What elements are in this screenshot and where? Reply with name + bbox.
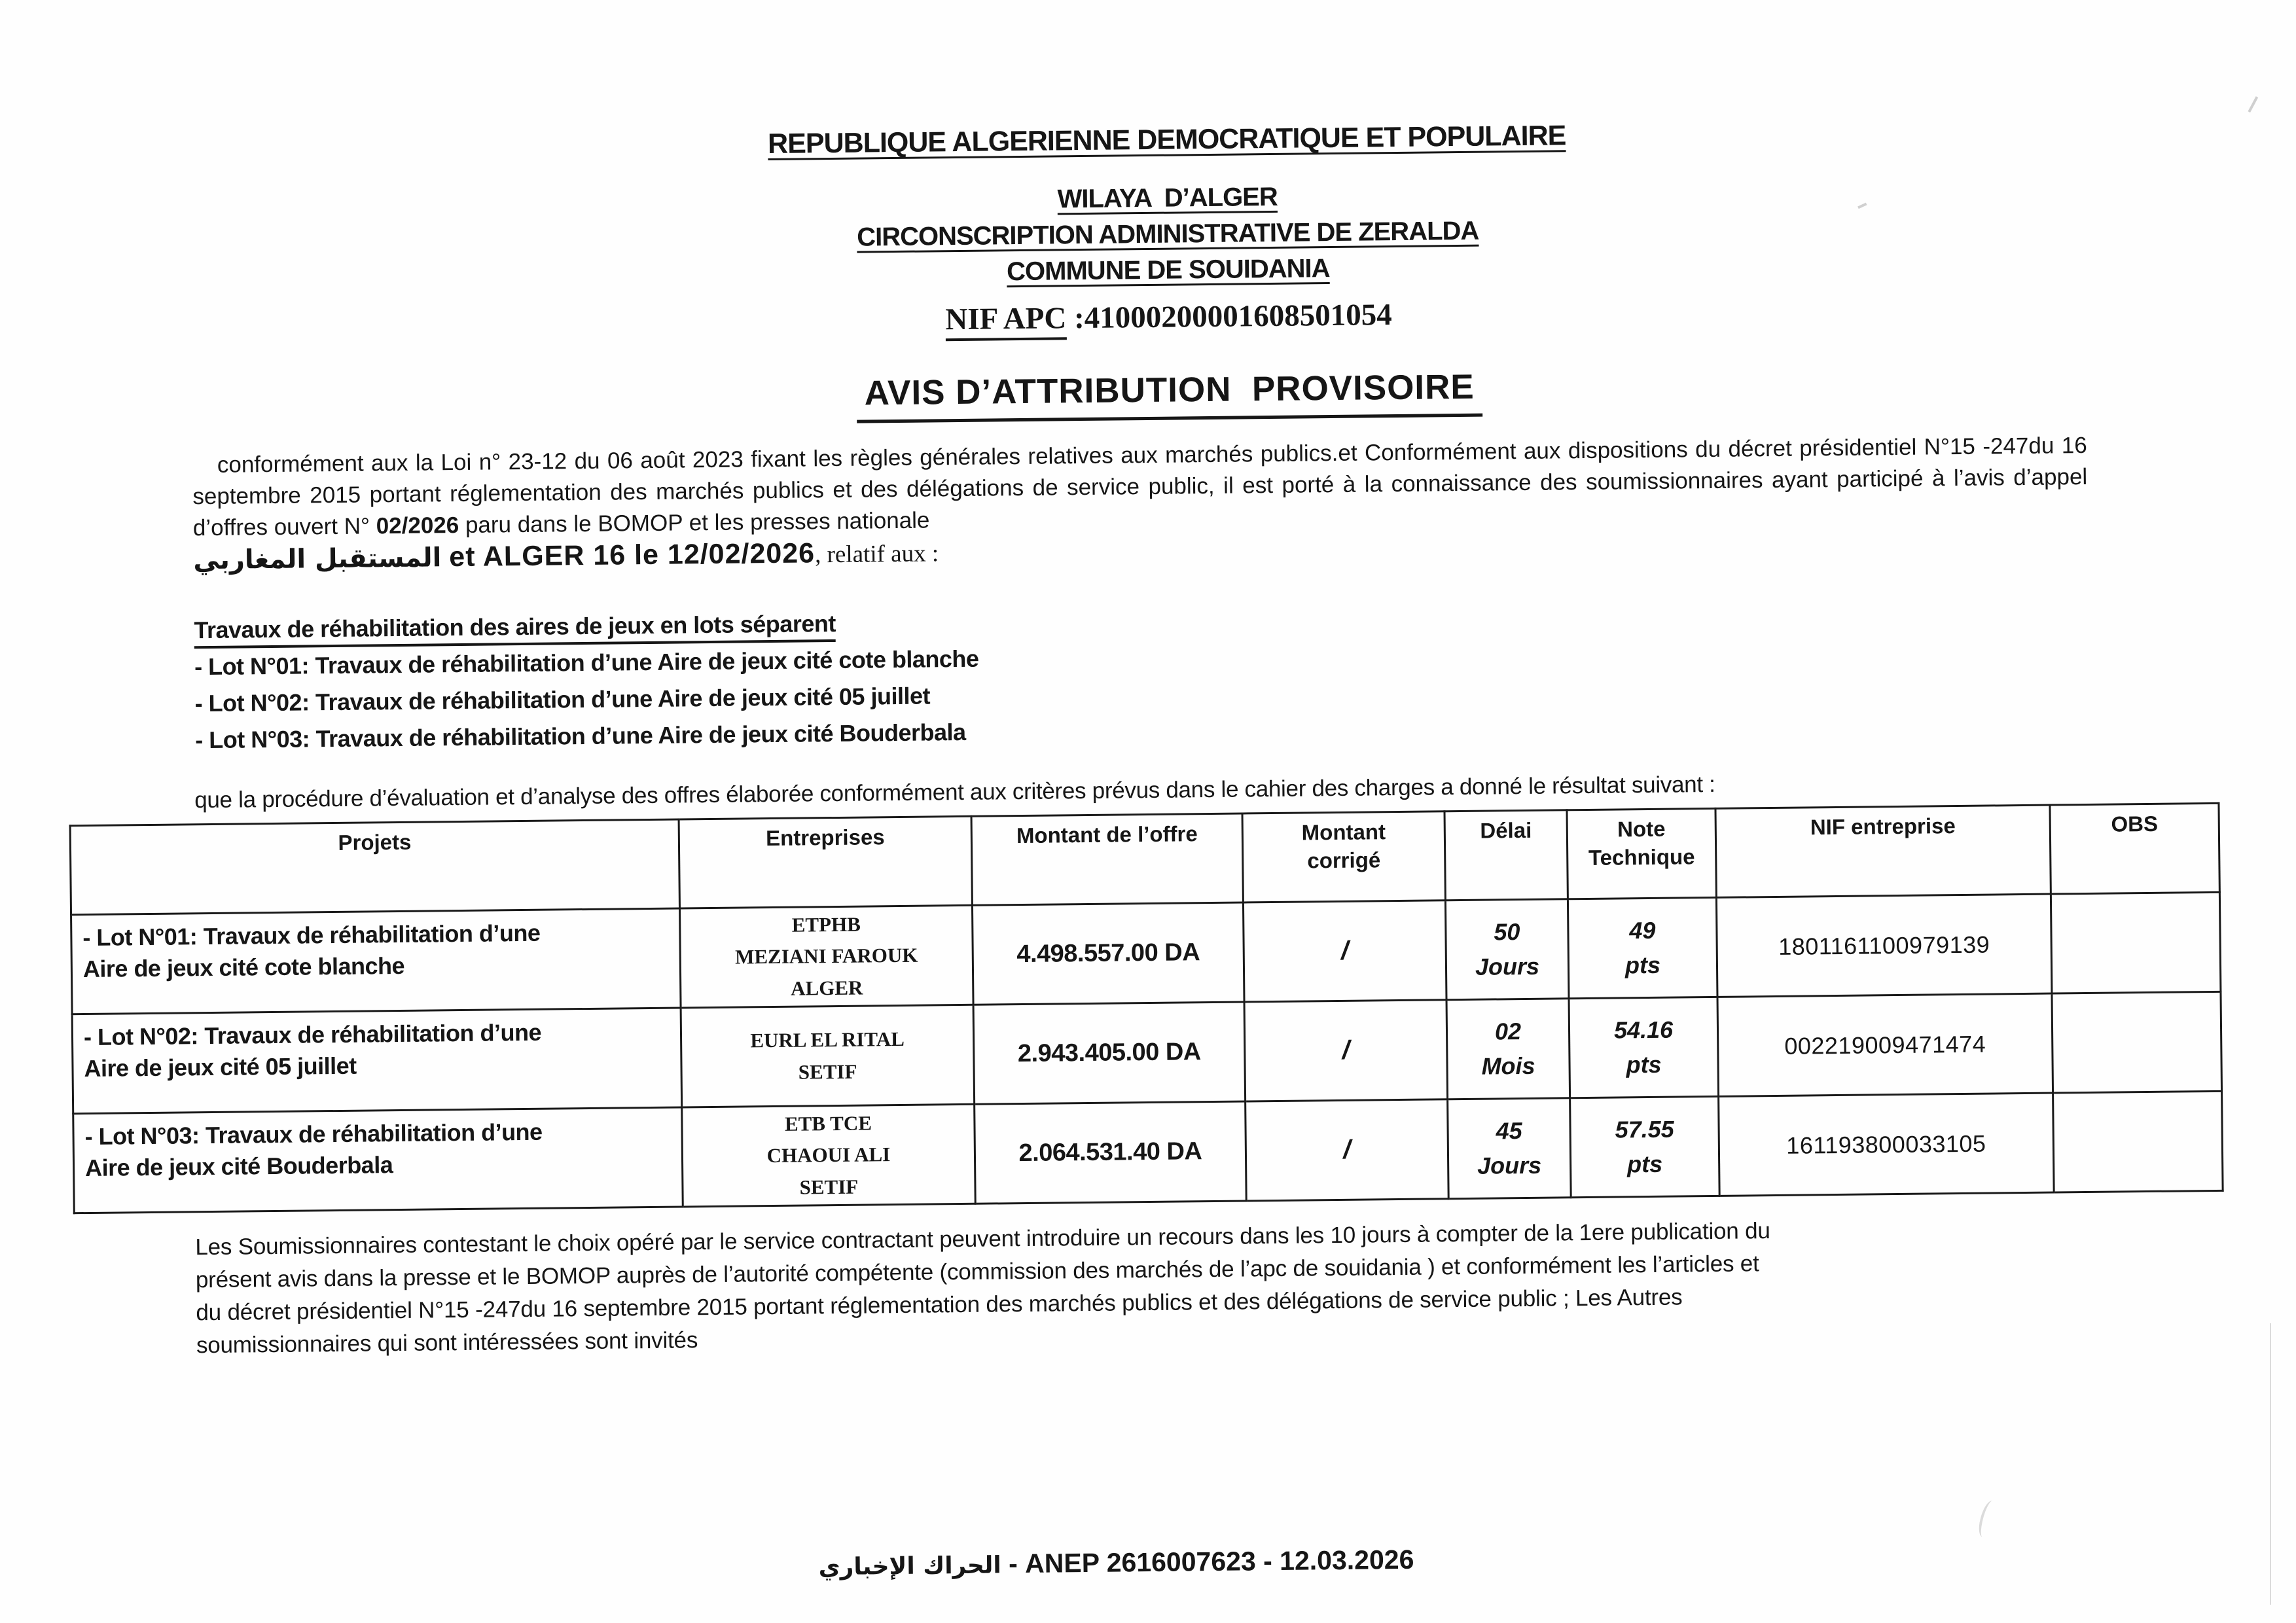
intro-text-1: conformément aux la Loi n° 23-12 du 06 août 2023 fixant les règles générales relatives aux marchés publics.et Conformément aux dispositions du décret présidentiel N°15 -247du 16 septembre 2015 portant réglementation des marchés publics et des délégations de service public, il est porté à la connaissance des soumissionnaires ayant participé à l’avis d’appel d’offres ouvert N°	[192, 432, 2088, 541]
cell-entreprise: ETPHB MEZIANI FAROUK ALGER	[679, 905, 973, 1008]
lot-item-2: - Lot N°02: Travaux de réhabilitation d’une Aire de jeux cité 05 juillet	[194, 682, 931, 717]
col-header-montant-corrige: Montant corrigé	[1242, 812, 1445, 902]
col-header-nif-entreprise: NIF entreprise	[1715, 805, 2051, 897]
intro-text-2: paru dans le BOMOP et les presses nationale	[459, 507, 930, 538]
col-header-delai: Délai	[1444, 810, 1568, 901]
relatif-aux-text: , relatif aux :	[814, 540, 939, 569]
col-header-obs: OBS	[2050, 803, 2219, 894]
cell-obs	[2051, 892, 2221, 993]
cell-nif-entreprise: 002219009471474	[1717, 993, 2053, 1096]
lots-section	[194, 604, 980, 759]
cell-delai: 02 Mois	[1446, 999, 1570, 1099]
cell-entreprise: ETB TCE CHAOUI ALI SETIF	[682, 1104, 976, 1207]
anep-number-date: - ANEP 2616007623 - 12.03.2026	[1008, 1544, 1414, 1579]
anep-footer	[7, 1536, 2225, 1590]
table-intro-text: que la procédure d’évaluation et d’analyse des offres élaborée conformément aux critères prévus dans le cahier des charges a donné le résultat suivant :	[194, 771, 1715, 813]
cell-projet: - Lot N°01: Travaux de réhabilitation d’une Aire de jeux cité cote blanche	[71, 908, 681, 1014]
cell-nif-entreprise: 161193800033105	[1719, 1093, 2054, 1196]
wilaya-title: WILAYA D’ALGER	[1057, 182, 1278, 214]
cell-note-technique: 49 pts	[1568, 897, 1717, 998]
cell-montant-offre: 2.943.405.00 DA	[973, 1002, 1246, 1104]
cell-montant-offre: 4.498.557.00 DA	[972, 902, 1244, 1005]
recours-paragraph: Les Soumissionnaires contestant le choix opéré par le service contractant peuvent introduire un recours dans les 10 jours à compter de la 1ere publication du présent avis dans la presse et le BOMOP auprès de l’autorité compétente (commission des marchés de l’apc de souidania ) et conformément les l’articles et du décret présidentiel N°15 -247du 16 septembre 2015 portant réglementation des marchés publics et des délégations de service public ; Les Autres soumissionnaires qui sont intéressées sont invités	[195, 1218, 1770, 1359]
cell-projet: - Lot N°03: Travaux de réhabilitation d’une Aire de jeux cité Bouderbala	[73, 1107, 683, 1213]
cell-montant-corrige: /	[1243, 901, 1446, 1002]
commune-title: COMMUNE DE SOUIDANIA	[1006, 254, 1330, 287]
cell-note-technique: 54.16 pts	[1569, 997, 1719, 1097]
nif-apc-value: :41000200001608501054	[1066, 298, 1392, 336]
col-header-entreprises: Entreprises	[679, 816, 972, 908]
col-header-montant-offre: Montant de l’offre	[971, 813, 1243, 905]
intro-paragraph	[192, 430, 2089, 577]
republic-title: REPUBLIQUE ALGERIENNE DEMOCRATIQUE ET POPULAIRE	[767, 120, 1566, 160]
scan-artifact	[2270, 1323, 2271, 1605]
document-title: AVIS D’ATTRIBUTION PROVISOIRE	[856, 367, 1482, 423]
anep-arabic-source: الحراك الإخباري	[818, 1552, 1001, 1581]
nif-apc-label: NIF APC	[945, 301, 1067, 341]
lot-item-3: - Lot N°03: Travaux de réhabilitation d’une Aire de jeux cité Bouderbala	[195, 718, 966, 754]
cell-montant-corrige: /	[1244, 1000, 1448, 1101]
document-header	[45, 113, 2290, 304]
results-table	[69, 802, 2224, 1214]
cell-delai: 50 Jours	[1445, 899, 1569, 1000]
cell-nif-entreprise: 1801161100979139	[1716, 894, 2052, 997]
cell-montant-corrige: /	[1246, 1099, 1449, 1201]
col-header-note-technique: Note Technique	[1567, 808, 1716, 899]
cell-obs	[2052, 991, 2222, 1093]
cell-delai: 45 Jours	[1448, 1098, 1571, 1199]
lots-title: Travaux de réhabilitation des aires de jeux en lots séparent	[194, 604, 978, 649]
lot-item-1: - Lot N°01: Travaux de réhabilitation d’une Aire de jeux cité cote blanche	[194, 645, 979, 681]
cell-note-technique: 57.55 pts	[1570, 1096, 1720, 1197]
cell-montant-offre: 2.064.531.40 DA	[975, 1101, 1247, 1204]
newspaper-alger-date: et ALGER 16 le 12/02/2026	[441, 537, 816, 573]
offer-number: 02/2026	[376, 512, 459, 539]
cell-obs	[2053, 1091, 2223, 1192]
circonscription-title: CIRCONSCRIPTION ADMINISTRATIVE DE ZERALDA	[856, 216, 1479, 252]
document-title-wrap	[48, 359, 2292, 432]
newspaper-name-arabic: المستقبل المغاربي	[193, 543, 442, 576]
cell-projet: - Lot N°02: Travaux de réhabilitation d’une Aire de jeux cité 05 juillet	[72, 1008, 682, 1114]
col-header-projets: Projets	[70, 819, 679, 915]
cell-entreprise: EURL EL RITAL SETIF	[681, 1005, 975, 1107]
